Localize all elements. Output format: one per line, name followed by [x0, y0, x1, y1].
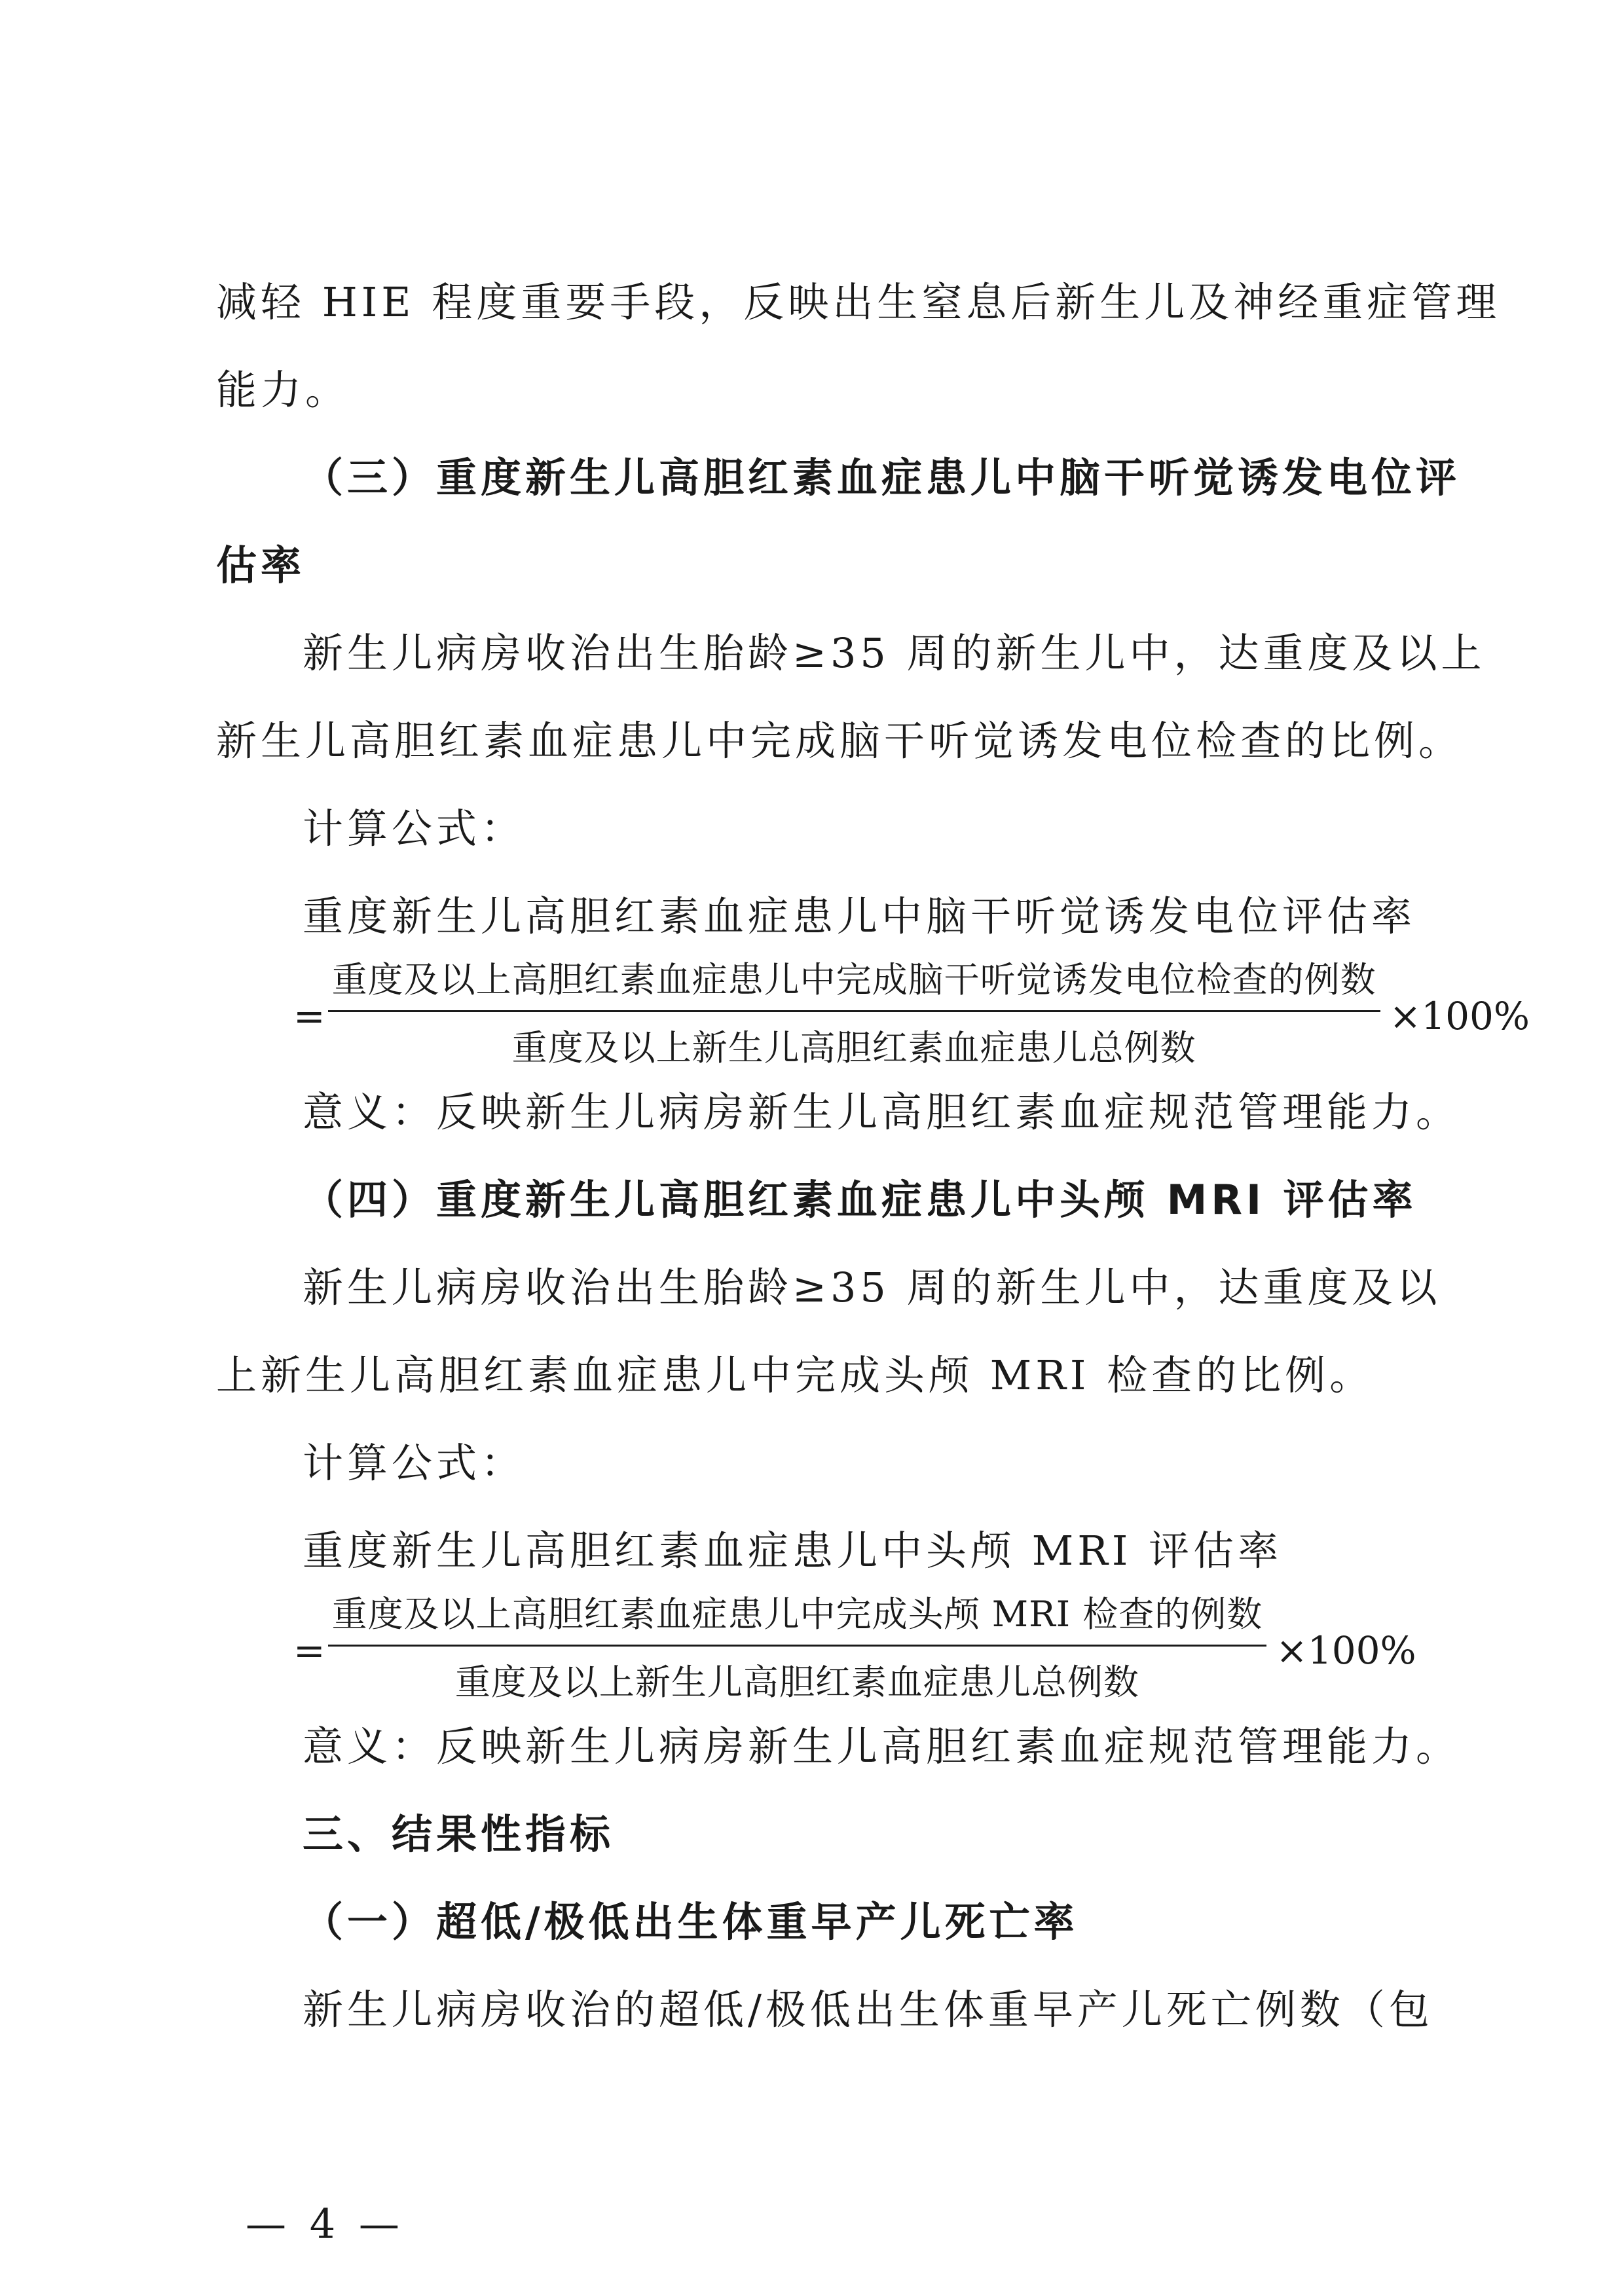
paragraph-text: 意义：反映新生儿病房新生儿高胆红素血症规范管理能力。	[303, 1722, 1461, 1770]
formula-block	[216, 954, 1530, 1068]
subsection-heading: （三）重度新生儿高胆红素血症患儿中脑干听觉诱发电位评	[303, 454, 1461, 501]
paragraph-text: 新生儿高胆红素血症患儿中完成脑干听觉诱发电位检查的比例。	[216, 717, 1464, 765]
formula-fraction	[328, 1586, 1267, 1705]
paragraph-text: 新生儿病房收治的超低/极低出生体重早产儿死亡例数（包	[303, 1986, 1433, 2033]
formula-label: 计算公式：	[303, 1439, 526, 1487]
paragraph-text: 意义：反映新生儿病房新生儿高胆红素血症规范管理能力。	[303, 1088, 1461, 1136]
paragraph-text: 能力。	[216, 366, 350, 414]
subsection-heading: （一）超低/极低出生体重早产儿死亡率	[303, 1898, 1079, 1946]
formula-numerator: 重度及以上高胆红素血症患儿中完成脑干听觉诱发电位检查的例数	[331, 959, 1376, 1000]
paragraph-text: 减轻 HIE 程度重要手段，反映出生窒息后新生儿及神经重症管理	[216, 278, 1501, 326]
formula-label: 计算公式：	[303, 805, 526, 852]
paragraph-text: 上新生儿高胆红素血症患儿中完成头颅 MRI 检查的比例。	[216, 1351, 1375, 1399]
paragraph-text: 新生儿病房收治出生胎龄≥35 周的新生儿中，达重度及以	[303, 1264, 1441, 1311]
formula-equals: =	[293, 1628, 325, 1673]
paragraph-text: 新生儿病房收治出生胎龄≥35 周的新生儿中，达重度及以上	[303, 629, 1486, 677]
document-body	[216, 259, 1530, 2054]
formula-equals: =	[293, 993, 325, 1038]
formula-denominator: 重度及以上新生儿高胆红素血症患儿总例数	[328, 1645, 1267, 1705]
page-number: — 4 —	[246, 2200, 405, 2248]
section-heading: 三、结果性指标	[303, 1810, 615, 1858]
formula-denominator: 重度及以上新生儿高胆红素血症患儿总例数	[328, 1010, 1380, 1070]
formula-numerator: 重度及以上高胆红素血症患儿中完成头颅 MRI 检查的例数	[331, 1594, 1263, 1635]
formula-multiplier: ×100%	[1276, 1628, 1416, 1673]
formula-fraction	[328, 952, 1380, 1070]
subsection-heading: 估率	[216, 541, 306, 589]
formula-multiplier: ×100%	[1389, 993, 1530, 1038]
formula-block	[216, 1588, 1414, 1703]
formula-name: 重度新生儿高胆红素血症患儿中头颅 MRI 评估率	[303, 1527, 1283, 1575]
formula-name: 重度新生儿高胆红素血症患儿中脑干听觉诱发电位评估率	[303, 892, 1416, 940]
subsection-heading: （四）重度新生儿高胆红素血症患儿中头颅 MRI 评估率	[303, 1176, 1417, 1224]
